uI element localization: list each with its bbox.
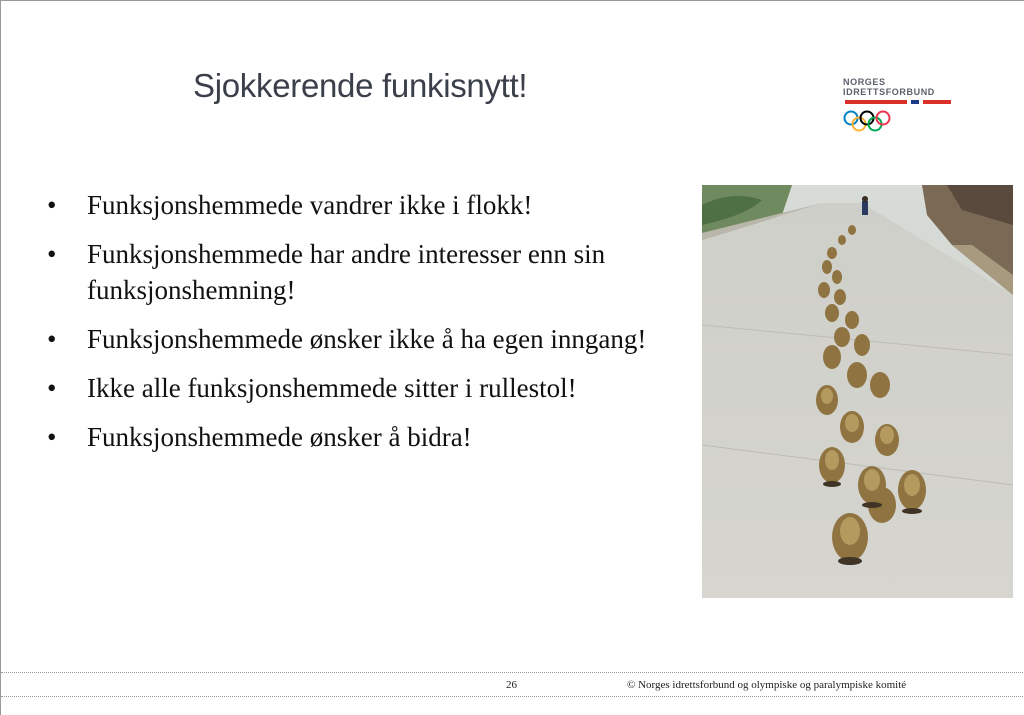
bullet-symbol: • [47, 373, 57, 403]
goslings-photo [702, 185, 1013, 598]
logo-text-line2: IDRETTSFORBUND [843, 87, 935, 97]
bullet-text: Funksjonshemmede har andre interesser enn sin funksjonshemning! [87, 239, 606, 305]
nif-logo [843, 77, 955, 137]
bullet-symbol: • [47, 190, 57, 220]
bullet-item [47, 187, 647, 223]
page-number: 26 [506, 679, 517, 691]
logo-flag-bar [845, 100, 951, 104]
bullet-text: Funksjonshemmede ønsker å bidra! [87, 422, 472, 452]
footer-divider-bottom [1, 696, 1024, 697]
copyright-text: © Norges idrettsforbund og olympiske og paralympiske komité [627, 679, 907, 691]
bullet-symbol: • [47, 422, 57, 452]
bullet-item [47, 321, 647, 357]
bullet-item [47, 236, 647, 308]
olympic-rings-icon [843, 110, 891, 134]
bullet-symbol: • [47, 324, 57, 354]
bullet-list [47, 187, 647, 468]
bullet-item [47, 370, 647, 406]
bullet-symbol: • [47, 239, 57, 269]
bullet-text: Funksjonshemmede ønsker ikke å ha egen inngang! [87, 324, 647, 354]
bullet-item [47, 419, 647, 455]
bullet-text: Funksjonshemmede vandrer ikke i flokk! [87, 190, 533, 220]
logo-text-line1: NORGES [843, 77, 886, 87]
bullet-text: Ikke alle funksjonshemmede sitter i rullestol! [87, 373, 577, 403]
footer-divider-top [1, 672, 1024, 673]
slide-title: Sjokkerende funkisnytt! [193, 67, 528, 104]
